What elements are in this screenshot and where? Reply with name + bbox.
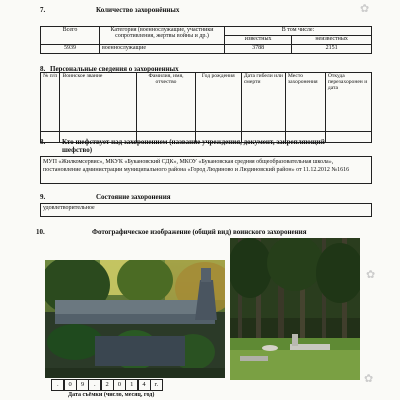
- park-photo: [230, 238, 360, 380]
- category-value: военнослужащие: [100, 45, 225, 54]
- header-unknown: неизвестных: [292, 36, 372, 45]
- known-value: 3788: [225, 45, 292, 54]
- condition-text: удовлетворительное: [40, 203, 372, 217]
- watermark-logo: ✿: [366, 268, 376, 281]
- section-number: 8.: [40, 138, 46, 146]
- header-known: известных: [225, 36, 292, 45]
- date-cell: 1: [125, 379, 138, 391]
- column-header: Воинское звание: [60, 73, 137, 132]
- burials-count-table: [40, 26, 372, 54]
- unknown-value: 2151: [292, 45, 372, 54]
- date-cell: .: [88, 379, 101, 391]
- header-total: Всего: [41, 27, 100, 45]
- section-number: 10.: [36, 228, 45, 236]
- date-cell: .: [51, 379, 64, 391]
- section-number: 8.: [40, 65, 46, 73]
- header-category: Категория (военнослужащие, участники сопротивления, жертвы войны и др.): [100, 27, 225, 45]
- memorial-photo: [45, 260, 225, 378]
- photo-date-boxes: [52, 379, 163, 391]
- date-cell: 4: [138, 379, 151, 391]
- date-cell: г.: [150, 379, 163, 391]
- column-header: Откуда перезахоронен и дата: [325, 73, 371, 132]
- section-title: Количество захоронённых: [96, 6, 180, 14]
- column-header: Место захоронения: [285, 73, 325, 132]
- date-cell: 0: [113, 379, 126, 391]
- patronage-text: МУП «Жилкомсервис», МКУК «Букановский СДК», МКОУ «Букановская средняя общеобразовательная школа», постановление администрации муниципального района «Город Людиново и Людиновский район» от 11.12.2012 №1616: [40, 156, 372, 184]
- section-number: 7.: [40, 6, 46, 14]
- section-title: Состояние захоронения: [96, 193, 171, 201]
- section-title: Персональные сведения о захороненных: [50, 65, 179, 73]
- date-caption: Дата съёмки (число, месяц, год): [68, 392, 155, 398]
- section-title: Фотографическое изображение (общий вид) воинского захоронения: [92, 228, 307, 236]
- column-header: Фамилия, имя, отчество: [137, 73, 195, 132]
- watermark-logo: ✿: [364, 372, 374, 385]
- section-title: Кто шефствует над захоронением (название учреждения, документ, закрепляющий шефство): [62, 138, 325, 154]
- column-header: Дата гибели или смерти: [241, 73, 285, 132]
- date-cell: 0: [64, 379, 77, 391]
- date-cell: 9: [76, 379, 89, 391]
- watermark-logo: ✿: [360, 2, 370, 15]
- date-cell: 2: [101, 379, 114, 391]
- header-including: В том числе:: [225, 27, 372, 36]
- column-header: № п/п: [41, 73, 60, 132]
- personal-info-table: [40, 72, 372, 143]
- total-value: 5939: [41, 45, 100, 54]
- column-header: Год рождения: [195, 73, 241, 132]
- section-number: 9.: [40, 193, 46, 201]
